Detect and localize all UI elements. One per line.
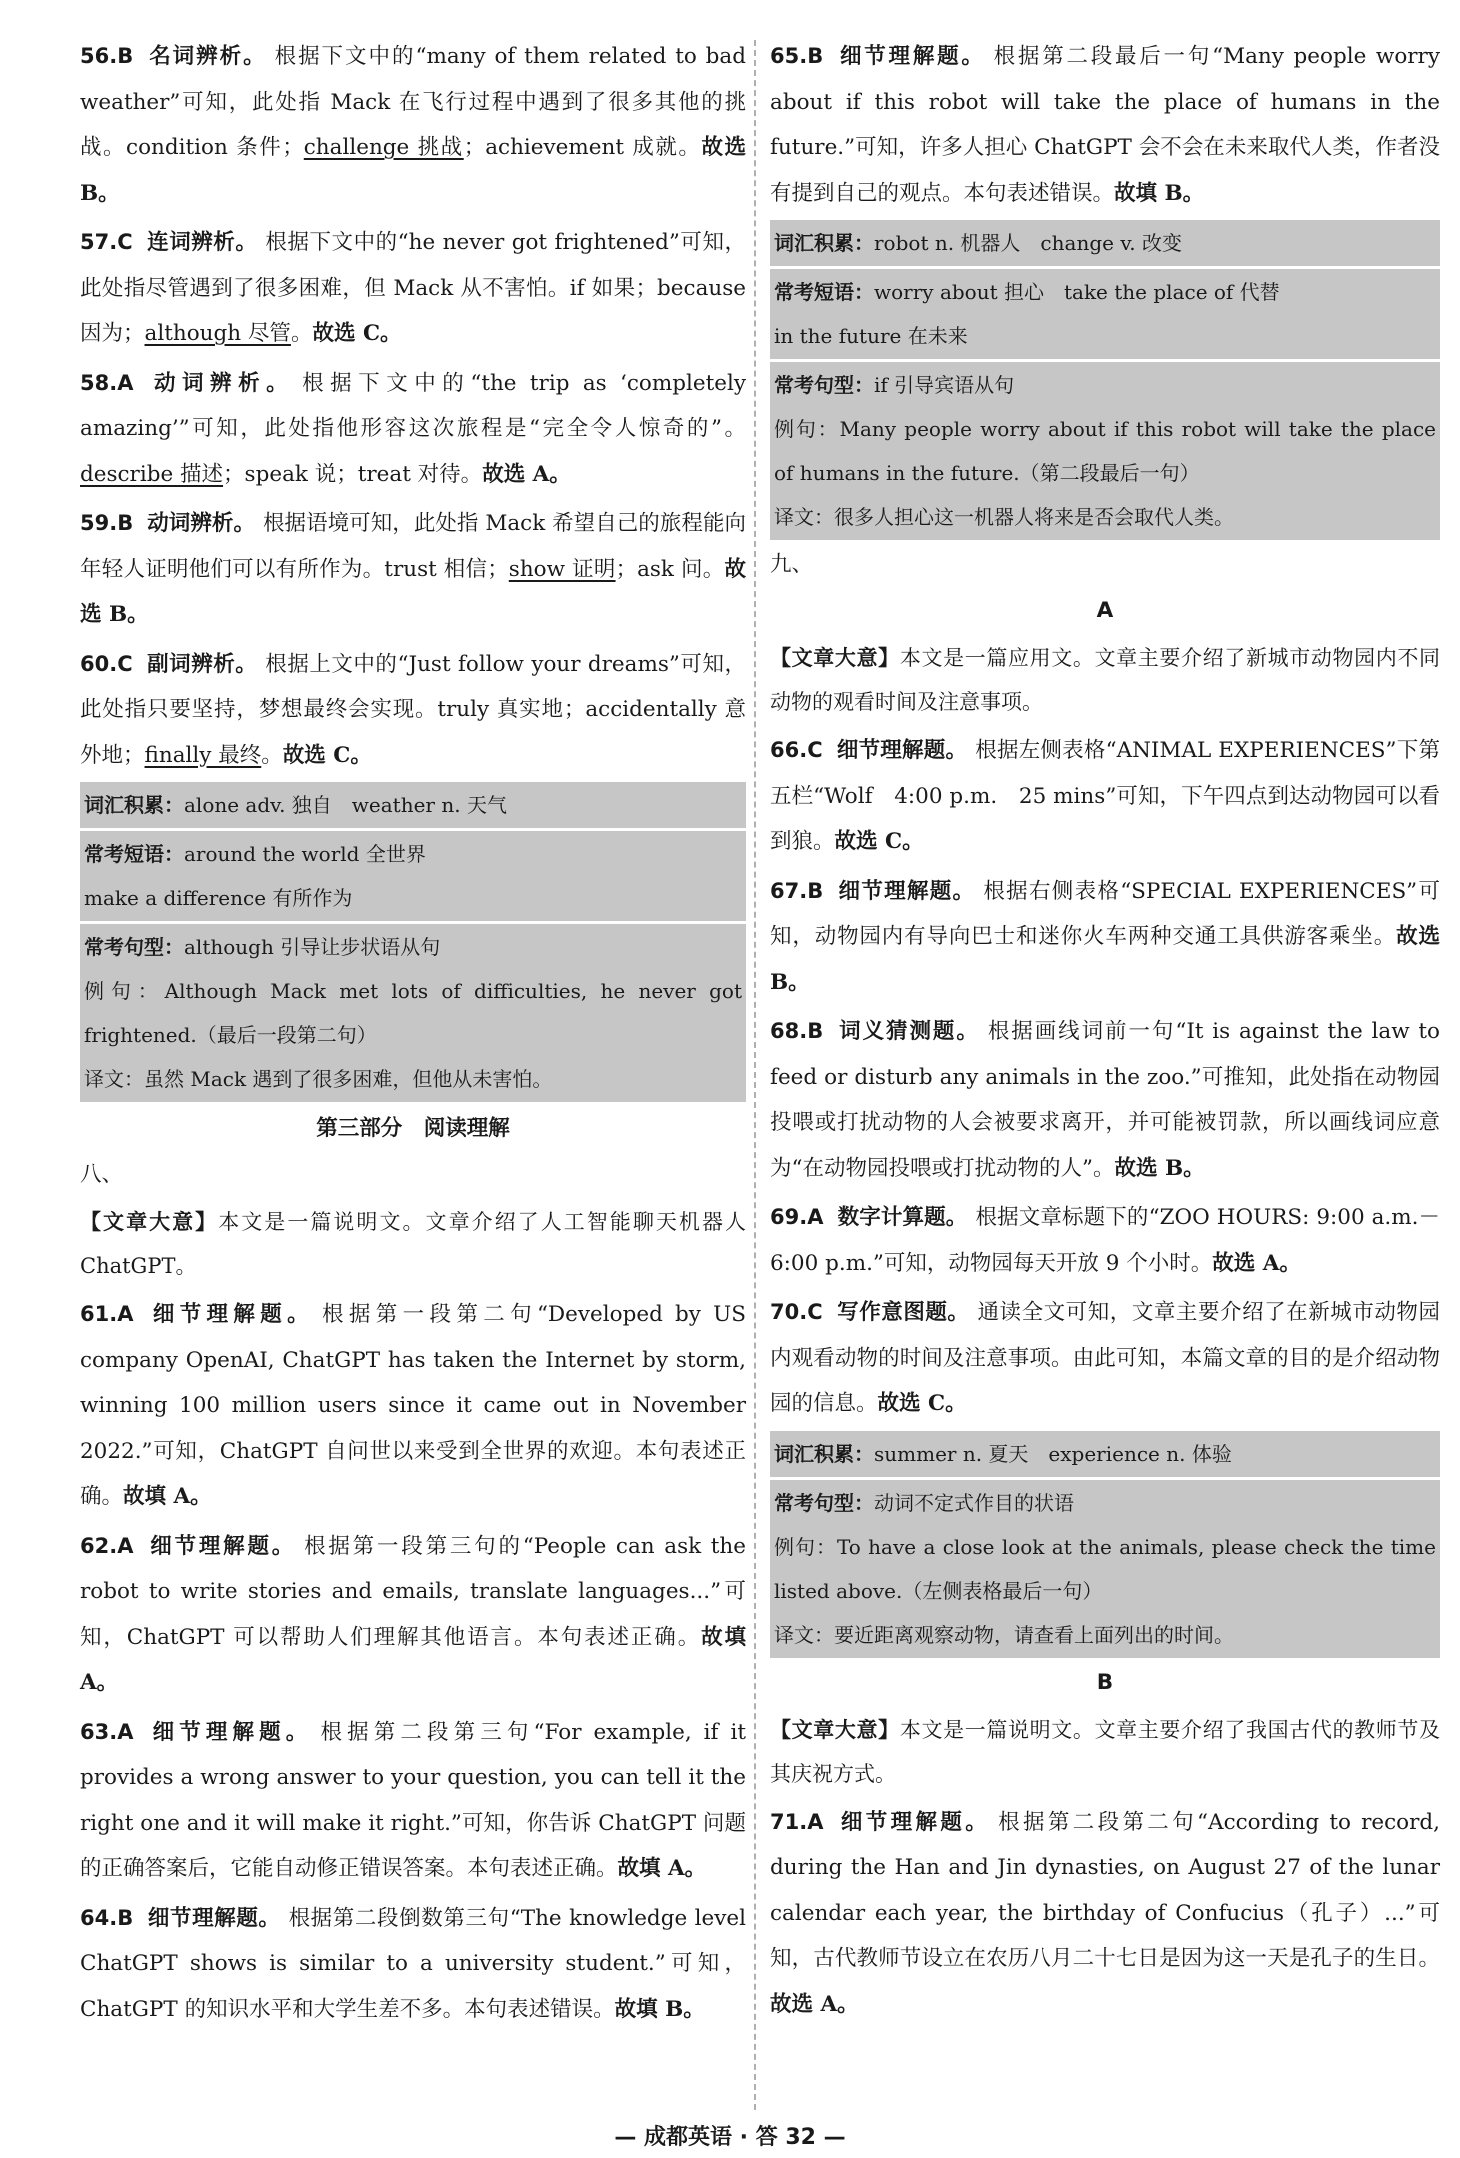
answer-71: 71.A 细节理解题。 根据第二段第二句“According to record, during the Han and Jin dynasties, on August 27 of the lunar calendar each year, the birthday of Confucius（孔子）...”可知，古代教师节设立在农历八月二十七日是因为这一天是孔子的生日。故选 A。 — [770, 1809, 1440, 2017]
vocab-box — [80, 782, 746, 828]
answer-keyword: although 尽管 — [144, 321, 291, 346]
answer-65: 65.B 细节理解题。 根据第二段最后一句“Many people worry about if this robot will take the place of humans in the future.”可知，许多人担心 ChatGPT 会不会在未来取代人类，作者没有提到自己的观点。本句表述错误。故填 B。 — [770, 44, 1440, 206]
vocab-box — [770, 220, 1440, 266]
passage-label: B — [1096, 1669, 1114, 1695]
answer-56: 56.B 名词辨析。 根据下文中的“many of them related to bad weather”可知，此处指 Mack 在飞行过程中遇到了很多其他的挑战。condition 条件；challenge 挑战；achievement 成就。故选 B。 — [80, 44, 746, 206]
section-title: 第三部分 阅读理解 — [316, 1116, 510, 1141]
article-summary: 【文章大意】本文是一篇说明文。文章介绍了人工智能聊天机器人 ChatGPT。 — [80, 1210, 747, 1278]
sentence-pattern: 常考句型：although 引导让步状语从句 — [84, 935, 441, 959]
vocab-line: 词汇积累：robot n. 机器人 change v. 改变 — [774, 231, 1182, 255]
answer-keyword: finally 最终 — [144, 742, 262, 768]
column-divider — [754, 40, 756, 2110]
answer-63: 63.A 细节理解题。 根据第二段第三句“For example, if it provides a wrong answer to your question, you can tell it the right one and it will make it right.”可知，你告诉 ChatGPT 问题的正确答案后，它能自动修正错误答案。本句表述正确。故填 A。 — [80, 1719, 746, 1881]
vocab-line: 词汇积累：summer n. 夏天 experience n. 体验 — [774, 1441, 1232, 1466]
answer-62: 62.A 细节理解题。 根据第一段第三句的“People can ask the robot to write stories and emails, translate languages...”可知，ChatGPT 可以帮助人们理解其他语言。本句表述正确。故填 A。 — [80, 1533, 746, 1695]
example-sentence: 例句：Many people worry about if this robot will take the place of humans in the future.（第二段最后一句） — [774, 417, 1436, 485]
sentence-pattern: 常考句型：if 引导宾语从句 — [774, 373, 1015, 397]
translation: 译文：虽然 Mack 遇到了很多困难，但他从未害怕。 — [84, 1067, 553, 1091]
left-column — [80, 34, 746, 2036]
example-sentence: 例句：To have a close look at the animals, please check the time listed above.（左侧表格最后一句） — [774, 1534, 1436, 1603]
section-number: 九、 — [770, 552, 814, 577]
answer-keyword: show 证明 — [508, 556, 616, 582]
answer-67: 67.B 细节理解题。 根据右侧表格“SPECIAL EXPERIENCES”可知，动物园内有导向巴士和迷你火车两种交通工具供游客乘坐。故选 B。 — [770, 878, 1440, 995]
sentence-box — [770, 1480, 1440, 1658]
phrase-line: make a difference 有所作为 — [84, 886, 353, 910]
phrase-line: in the future 在未来 — [774, 324, 968, 348]
translation: 译文：要近距离观察动物，请查看上面列出的时间。 — [774, 1622, 1234, 1647]
translation: 译文：很多人担心这一机器人将来是否会取代人类。 — [774, 505, 1234, 529]
example-sentence: 例句：Although Mack met lots of difficulties, he never got frightened.（最后一段第二句） — [84, 979, 742, 1047]
answer-64: 64.B 细节理解题。 根据第二段倒数第三句“The knowledge level ChatGPT shows is similar to a university student.”可知，ChatGPT 的知识水平和大学生差不多。本句表述错误。故填 B。 — [80, 1905, 746, 2022]
page-footer: — 成都英语 · 答 32 — — [614, 2125, 846, 2150]
answer-66: 66.C 细节理解题。 根据左侧表格“ANIMAL EXPERIENCES”下第五栏“Wolf 4:00 p.m. 25 mins”可知，下午四点到达动物园可以看到狼。故选 C。 — [770, 738, 1440, 854]
answer-59: 59.B 动词辨析。 根据语境可知，此处指 Mack 希望自己的旅程能向年轻人证明他们可以有所作为。trust 相信；show 证明；ask 问。故选 B。 — [80, 511, 746, 627]
article-summary: 【文章大意】本文是一篇说明文。文章主要介绍了我国古代的教师节及其庆祝方式。 — [770, 1717, 1441, 1786]
section-number: 八、 — [80, 1162, 124, 1187]
phrase-box — [80, 831, 746, 921]
phrase-line: 常考短语：worry about 担心 take the place of 代替 — [774, 280, 1280, 304]
passage-label: A — [1096, 598, 1114, 623]
vocab-box — [770, 1431, 1440, 1477]
answer-68: 68.B 词义猜测题。 根据画线词前一句“It is against the law to feed or disturb any animals in the zoo.”可推知，此处指在动物园投喂或打扰动物的人会被要求离开，并可能被罚款，所以画线词应意为“在动物园投喂或打扰动物的人”。故选 B。 — [770, 1019, 1440, 1181]
sentence-pattern: 常考句型：动词不定式作目的状语 — [774, 1490, 1074, 1515]
answer-69: 69.A 数字计算题。 根据文章标题下的“ZOO HOURS: 9:00 a.m.－6:00 p.m.”可知，动物园每天开放 9 个小时。故选 A。 — [770, 1205, 1440, 1276]
right-column — [770, 34, 1440, 2031]
sentence-box — [770, 362, 1440, 540]
vocab-line: 词汇积累：alone adv. 独自 weather n. 天气 — [84, 793, 507, 817]
answer-57: 57.C 连词辨析。 根据下文中的“he never got frightened”可知，此处指尽管遇到了很多困难，但 Mack 从不害怕。if 如果；because 因为；although 尽管。故选 C。 — [80, 230, 746, 346]
answer-58: 58.A 动词辨析。 根据下文中的“the trip as ‘completely amazing’”可知，此处指他形容这次旅程是“完全令人惊奇的”。describe 描述；speak 说；treat 对待。故选 A。 — [80, 370, 746, 487]
answer-70: 70.C 写作意图题。 通读全文可知，文章主要介绍了在新城市动物园内观看动物的时间及注意事项。由此可知，本篇文章的目的是介绍动物园的信息。故选 C。 — [770, 1300, 1440, 1416]
answer-keyword: describe 描述 — [80, 461, 224, 487]
article-summary: 【文章大意】本文是一篇应用文。文章主要介绍了新城市动物园内不同动物的观看时间及注意事项。 — [770, 646, 1441, 714]
phrase-box — [770, 269, 1440, 359]
answer-61: 61.A 细节理解题。 根据第一段第二句“Developed by US company OpenAI, ChatGPT has taken the Internet by storm, winning 100 million users since it came out in November 2022.”可知，ChatGPT 自问世以来受到全世界的欢迎。本句表述正确。故填 A。 — [80, 1302, 746, 1509]
sentence-box — [80, 924, 746, 1102]
answer-60: 60.C 副词辨析。 根据上文中的“Just follow your dreams”可知，此处指只要坚持，梦想最终会实现。truly 真实地；accidentally 意外地；finally 最终。故选 C。 — [80, 651, 746, 768]
phrase-line: 常考短语：around the world 全世界 — [84, 842, 426, 866]
answer-keyword: challenge 挑战 — [303, 135, 464, 160]
